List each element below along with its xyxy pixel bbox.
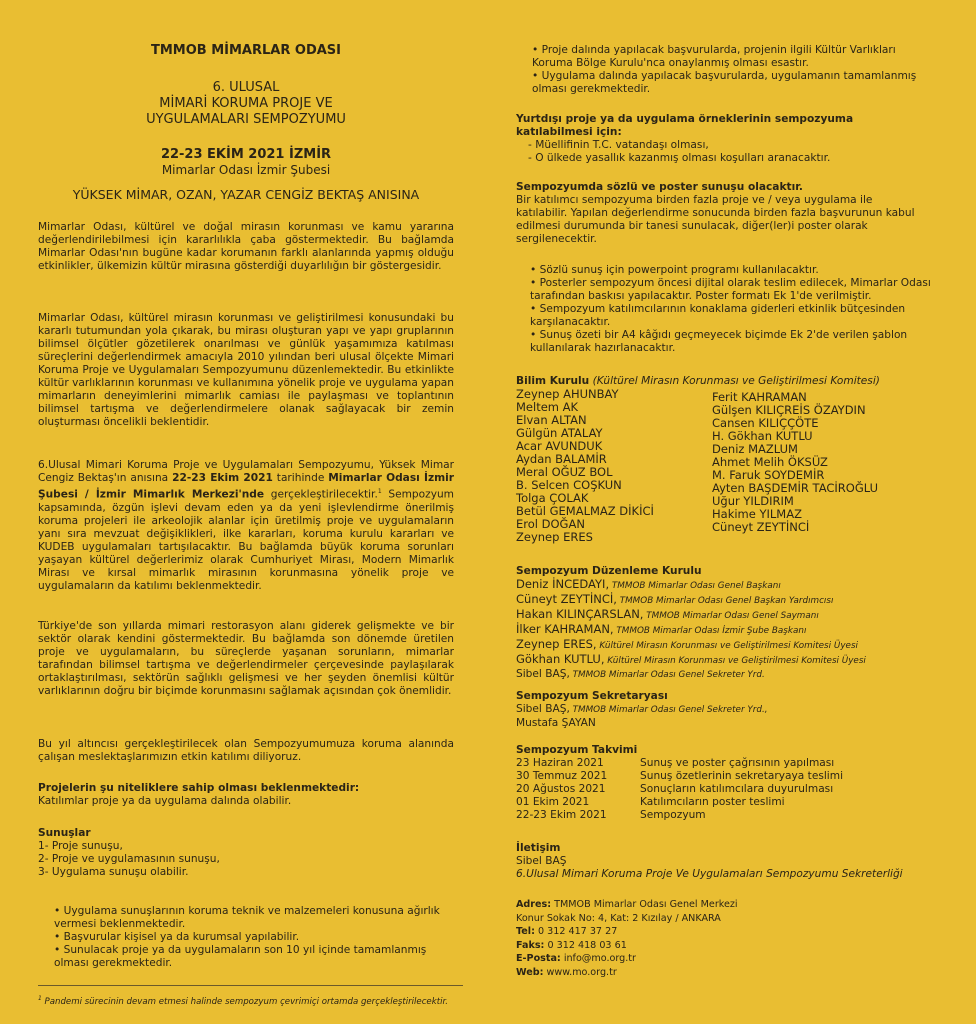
org-title: TMMOB MİMARLAR ODASI — [151, 43, 341, 58]
text: Sempozyum kapsamında, özgün işlevi devam eden ya da yeni işlevlendirme önerilmiş koruma projeleri ile arkeolojik alanlar için üretilmiş proje ve uygulamaların yanı sıra mevzuat değişiklikleri, ilke kararları, koruma kurulu kararları ve KUDEB uygulamaları tartışılacaktır. Bu bağlamda büyük koruma sorunları yaşayan kültürel değerlerimiz olarak Cumhuriyet Mirası, Modern Mimarlık Mirası ve kırsal mimarlık mirasının korunmasına yönelik proje ve uygulamaların da katılımı beklenmektedir. — [38, 488, 454, 592]
presentation-bullets — [54, 905, 454, 970]
member-name: Aydan BALAMİR — [516, 452, 607, 466]
member-name: Ayten BAŞDEMİR TACİROĞLU — [712, 481, 878, 495]
intro-paragraph-2: Mimarlar Odası, kültürel mirasın korunması ve geliştirilmesi konusundaki bu kararlı tutumundan yola çıkarak, bu mirası oluşturan yapı ve yapı gruplarının bilimsel ölçütler gözetilerek onarılması ve günlük yaşamımıza katılması süreçlerini değerlendirmek amacıyla 2010 yılından beri ulusal ölçekte Mimari Koruma Proje ve Uygulamaları Sempozyumunu düzenlemektedir. Bu etkinlikte kültür varlıklarının korunması ve kullanımına yönelik proje ve uygulama yapan mimarların deneyimlerini mimarlık camiası ile paylaşması ve toplantının bilimsel tartışma ve değerlendirmelere olanak sağlayacak bir zemin oluşturması öncelikli beklentidir. — [38, 312, 454, 428]
requirements-title: Projelerin şu niteliklere sahip olması beklenmektedir: — [38, 782, 360, 794]
bullet-item: • Uygulama dalında yapılacak başvurularda, uygulamanın tamamlanmış olması gerekmektedir. — [532, 70, 917, 95]
text: gerçekleştirilecektir. — [264, 488, 378, 501]
address-line — [516, 898, 934, 912]
member-name: Ahmet Melih ÖKSÜZ — [712, 455, 828, 469]
member-name: Zeynep ERES, — [516, 637, 597, 651]
org-member — [516, 653, 934, 668]
fax-line — [516, 939, 934, 953]
bullet-item: • Proje dalında yapılacak başvurularda, projenin ilgili Kültür Varlıkları Koruma Bölge Kurulu'nca onaylanmış olması esastır. — [532, 44, 896, 69]
org-member — [516, 608, 934, 623]
footnote — [38, 992, 478, 1009]
presentations-section — [38, 827, 454, 879]
science-subtitle: (Kültürel Mirasın Korunması ve Geliştirilmesi Komitesi) — [589, 375, 880, 387]
organizing-committee — [516, 565, 934, 682]
member-name: Tolga ÇOLAK — [516, 491, 589, 505]
secretariat-title: Sempozyum Sekretaryası — [516, 690, 668, 702]
bullet-item: • Sunuş özeti bir A4 kâğıdı geçmeyecek biçimde Ek 2'de verilen şablon kullanılarak hazırlanacaktır. — [530, 329, 908, 354]
text: 6.Ulusal Mimari Koruma Proje ve Uygulamaları Sempozyumu, Yüksek Mimar Cengiz Bektaş'ın anısına — [38, 459, 454, 484]
org-member — [516, 578, 934, 593]
address-block — [516, 898, 934, 979]
member-name: Gökhan KUTLU, — [516, 652, 605, 666]
footnote-divider — [38, 985, 463, 986]
member-name: B. Selcen COŞKUN — [516, 478, 622, 492]
contact-title: İletişim — [516, 842, 561, 854]
science-title: Bilim Kurulu — [516, 375, 590, 387]
calendar-row — [516, 757, 934, 770]
member-role: TMMOB Mimarlar Odası Genel Sekreter Yrd. — [569, 670, 765, 680]
bullet-item: • Sözlü sunuş için powerpoint programı kullanılacaktır. — [530, 264, 819, 276]
bullet-item: • Posterler sempozyum öncesi dijital olarak teslim edilecek, Mimarlar Odası tarafından baskısı yapılacaktır. Poster formatı Ek 1'de verilmiştir. — [530, 277, 931, 302]
calendar-section — [516, 744, 934, 822]
email-value: info@mo.org.tr — [560, 953, 636, 964]
org-member — [516, 638, 934, 653]
calendar-event: Sempozyum — [640, 809, 706, 821]
text: tarihinde — [272, 472, 329, 484]
tel-value: 0 312 417 37 27 — [534, 926, 618, 937]
science-list-right — [712, 391, 934, 534]
member-name: Elvan ALTAN — [516, 413, 587, 427]
member-name: Meral OĞUZ BOL — [516, 465, 613, 479]
secretariat-member — [516, 703, 934, 717]
calendar-date: 22-23 Ekim 2021 — [516, 809, 607, 821]
tel-label: Tel: — [516, 926, 535, 937]
calendar-date: 30 Temmuz 2021 — [516, 770, 608, 782]
calendar-event: Sonuçların katılımcılara duyurulması — [640, 783, 834, 795]
member-name: Sibel BAŞ, — [516, 668, 570, 680]
footnote-mark: 1 — [38, 995, 42, 1002]
event-place: Mimarlar Odası İzmir Şubesi — [161, 163, 331, 177]
calendar-event: Sunuş ve poster çağrısının yapılması — [640, 757, 835, 769]
oral-poster-text: Bir katılımcı sempozyuma birden fazla proje ve / veya uygulama ile katılabilir. Yapılan değerlendirme sonucunda birden fazla başvurunun kabul edilmesi durumunda bir tanesi sunulacak, diğer(ler)i poster olarak sergilenecektir. — [516, 194, 915, 245]
bullet-item: • Sunulacak proje ya da uygulamaların son 10 yıl içinde tamamlanmış olması gerekmektedir. — [54, 944, 427, 969]
address-label: Adres: — [516, 899, 552, 910]
address-value: TMMOB Mimarlar Odası Genel Merkezi — [551, 899, 738, 910]
member-name: İlker KAHRAMAN, — [516, 622, 614, 636]
org-member — [516, 593, 934, 608]
symposium-title — [38, 80, 454, 128]
member-name: Zeynep ERES — [516, 530, 593, 544]
footnote-ref: 1 — [377, 488, 382, 495]
email-line — [516, 952, 934, 966]
calendar-row — [516, 783, 934, 796]
member-name: Cansen KILIÇÇÖTE — [712, 416, 819, 430]
member-name: Erol DOĞAN — [516, 517, 585, 531]
org-member — [516, 623, 934, 638]
bullet-item: • Sempozyum katılımcılarının konaklama giderleri etkinlik bütçesinden karşılanacaktır. — [530, 303, 906, 328]
bullet-item: • Uygulama sunuşlarının koruma teknik ve malzemeleri konusuna ağırlık vermesi beklenmektedir. — [54, 905, 440, 930]
symposium-title-line: UYGULAMALARI SEMPOZYUMU — [146, 112, 346, 127]
intro-paragraph-3 — [38, 459, 454, 593]
member-name: Zeynep AHUNBAY — [516, 387, 619, 401]
intro-paragraph-1: Mimarlar Odası, kültürel ve doğal mirasın korunması ve kamu yararına değerlendirilebilmesi için kararlılıkla çaba göstermektedir. Bu bağlamda Mimarlar Odası'nın bugüne kadar korumanın farklı alanlarında yapmış olduğu etkinlikler, ülkemizin kültür mirasına gösterdiği duyarlılığın bir göstergesidir. — [38, 221, 454, 272]
dedication: YÜKSEK MİMAR, OZAN, YAZAR CENGİZ BEKTAŞ ANISINA — [72, 187, 420, 202]
requirements-section — [38, 782, 454, 808]
member-role: Kültürel Mirasın Korunması ve Geliştirilmesi Komitesi Üyesi — [604, 656, 866, 666]
contact-name: Sibel BAŞ — [516, 855, 567, 867]
member-name: Gülgün ATALAY — [516, 426, 603, 440]
abroad-section — [516, 113, 934, 165]
calendar-date: 20 Ağustos 2021 — [516, 783, 606, 795]
member-name: Meltem AK — [516, 400, 579, 414]
calendar-title: Sempozyum Takvimi — [516, 744, 638, 756]
member-name: Deniz MAZLUM — [712, 442, 798, 456]
address-line-2: Konur Sokak No: 4, Kat: 2 Kızılay / ANKARA — [516, 912, 721, 924]
fax-value: 0 312 418 03 61 — [544, 939, 627, 951]
member-role: TMMOB Mimarlar Odası Genel Sekreter Yrd., — [569, 705, 768, 715]
web-label: Web: — [516, 966, 544, 978]
email-label: E-Posta: — [516, 953, 561, 964]
list-item: 3- Uygulama sunuşu olabilir. — [38, 866, 189, 878]
abroad-title: Yurtdışı proje ya da uygulama örneklerinin sempozyuma katılabilmesi için: — [516, 113, 854, 138]
intro-paragraph-5: Bu yıl altıncısı gerçekleştirilecek olan Sempozyumumuza koruma alanında çalışan meslektaşlarımızın etkin katılımı diliyoruz. — [38, 738, 454, 763]
member-name: Sibel BAŞ, — [516, 703, 570, 715]
bold-venue: Mimarlar Odası İzmir Şubesi / İzmir Mimarlık Merkezi'nde — [38, 472, 454, 501]
member-name: Hakan KILINÇARSLAN, — [516, 607, 644, 621]
member-name: Acar AVUNDUK — [516, 439, 603, 453]
oral-poster-bullets — [530, 264, 934, 355]
member-role: Kültürel Mirasın Korunması ve Geliştirilmesi Komitesi Üyesi — [596, 641, 858, 651]
calendar-row — [516, 796, 934, 809]
symposium-title-line: 6. ULUSAL — [212, 80, 280, 95]
bullet-item: • Başvurular kişisel ya da kurumsal yapılabilir. — [54, 931, 300, 943]
member-name: H. Gökhan KUTLU — [712, 429, 813, 443]
member-role: TMMOB Mimarlar Odası İzmir Şube Başkanı — [613, 626, 807, 636]
calendar-date: 01 Ekim 2021 — [516, 796, 590, 808]
list-item: - Müellifinin T.C. vatandaşı olması, — [528, 139, 709, 151]
tel-line — [516, 925, 934, 939]
member-name: Mustafa ŞAYAN — [516, 717, 596, 729]
calendar-row — [516, 770, 934, 783]
member-name: Ferit KAHRAMAN — [712, 390, 807, 404]
calendar-event: Katılımcıların poster teslimi — [640, 796, 785, 808]
web-line — [516, 966, 934, 980]
oral-poster-title: Sempozyumda sözlü ve poster sunuşu olacaktır. — [516, 181, 803, 193]
oral-poster-section — [516, 181, 934, 246]
branch-bullets — [532, 44, 934, 96]
org-member — [516, 668, 934, 682]
calendar-date: 23 Haziran 2021 — [516, 757, 604, 769]
calendar-row — [516, 809, 934, 822]
presentations-title: Sunuşlar — [38, 827, 91, 839]
member-role: TMMOB Mimarlar Odası Genel Başkanı — [609, 581, 781, 591]
requirements-text: Katılımlar proje ya da uygulama dalında olabilir. — [38, 795, 292, 807]
member-name: Cüneyt ZEYTİNCİ, — [516, 592, 617, 606]
calendar-event: Sunuş özetlerinin sekretaryaya teslimi — [640, 770, 844, 782]
footnote-text: Pandemi sürecinin devam etmesi halinde sempozyum çevrimiçi ortamda gerçekleştirilecektir. — [41, 996, 448, 1007]
member-name: Cüneyt ZEYTİNCİ — [712, 520, 810, 534]
organizing-title: Sempozyum Düzenleme Kurulu — [516, 565, 702, 577]
member-name: M. Faruk SOYDEMİR — [712, 468, 825, 482]
science-list-left — [516, 388, 716, 544]
member-name: Deniz İNCEDAYI, — [516, 577, 610, 591]
event-date: 22-23 EKİM 2021 İZMİR — [160, 147, 332, 162]
member-role: TMMOB Mimarlar Odası Genel Saymanı — [643, 611, 819, 621]
intro-paragraph-4: Türkiye'de son yıllarda mimari restorasyon alanı giderek gelişmekte ve bir sektör olarak kendini göstermektedir. Bu bağlamda son dönemde üretilen proje ve uygulamaların, bu süreçlerde yaşanan sorunların, mimarlar tarafından bilimsel tartışma ve değerlendirmeler çerçevesinde paylaşılarak ortaklaştırılması, sektörün sağlıklı gelişmesi ve her şeyden önemlisi kültür varlıklarının doğru bir biçimde korunmasını sağlamak açısından çok önemlidir. — [38, 620, 454, 697]
web-value: www.mo.org.tr — [543, 966, 617, 978]
member-name: Gülşen KILIÇREİS ÖZAYDIN — [712, 403, 866, 417]
list-item: 1- Proje sunuşu, — [38, 840, 123, 852]
list-item: - O ülkede yasallık kazanmış olması koşulları aranacaktır. — [528, 152, 831, 164]
contact-section — [516, 842, 934, 881]
list-item: 2- Proje ve uygulamasının sunuşu, — [38, 853, 220, 865]
bold-date: 22-23 Ekim 2021 — [172, 472, 273, 484]
fax-label: Faks: — [516, 939, 545, 951]
secretariat — [516, 690, 934, 730]
symposium-title-line: MİMARİ KORUMA PROJE VE — [159, 96, 333, 111]
contact-role: 6.Ulusal Mimari Koruma Proje Ve Uygulamaları Sempozyumu Sekreterliği — [516, 868, 903, 880]
member-name: Hakime YILMAZ — [712, 507, 802, 521]
member-role: TMMOB Mimarlar Odası Genel Başkan Yardımcısı — [616, 596, 834, 606]
member-name: Uğur YILDIRIM — [712, 494, 794, 508]
member-name: Betül GEMALMAZ DİKİCİ — [516, 504, 654, 518]
